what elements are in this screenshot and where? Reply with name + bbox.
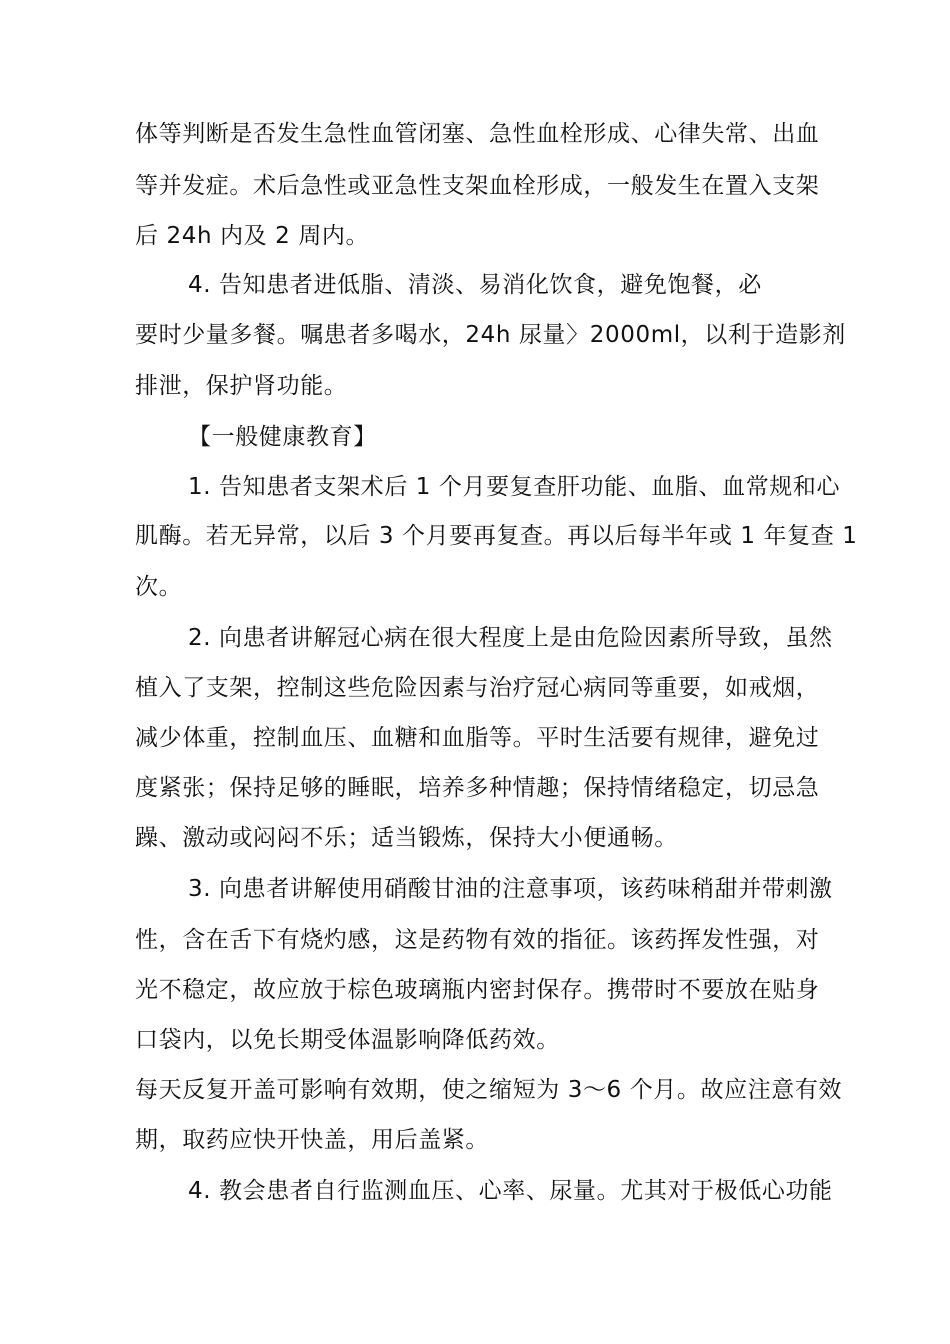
text-line: 每天反复开盖可影响有效期，使之缩短为 3～6 个月。故应注意有效 <box>135 1077 843 1103</box>
paragraph-start-line: 4. 告知患者进低脂、清淡、易消化饮食，避免饱餐，必 <box>188 272 762 298</box>
section-heading: 【一般健康教育】 <box>188 424 377 450</box>
text-line: 度紧张；保持足够的睡眠，培养多种情趣；保持情绪稳定，切忌急 <box>135 775 820 801</box>
text-line: 等并发症。术后急性或亚急性支架血栓形成，一般发生在置入支架 <box>135 173 820 199</box>
text-line: 体等判断是否发生急性血管闭塞、急性血栓形成、心律失常、出血 <box>135 121 820 147</box>
text-line: 肌酶。若无异常，以后 3 个月要再复查。再以后每半年或 1 年复查 1 <box>135 523 858 549</box>
paragraph-start-line: 2. 向患者讲解冠心病在很大程度上是由危险因素所导致，虽然 <box>188 625 833 651</box>
text-line: 期，取药应快开快盖，用后盖紧。 <box>135 1127 489 1153</box>
text-line: 植入了支架，控制这些危险因素与治疗冠心病同等重要，如戒烟， <box>135 675 820 701</box>
paragraph-start-line: 3. 向患者讲解使用硝酸甘油的注意事项，该药味稍甜并带刺激 <box>188 876 833 902</box>
text-line: 次。 <box>135 574 183 600</box>
text-line: 光不稳定，故应放于棕色玻璃瓶内密封保存。携带时不要放在贴身 <box>135 977 820 1003</box>
text-line: 要时少量多餐。嘱患者多喝水，24h 尿量〉2000ml，以利于造影剂 <box>135 322 846 348</box>
paragraph-start-line: 1. 告知患者支架术后 1 个月要复查肝功能、血脂、血常规和心 <box>188 474 841 500</box>
text-line: 口袋内，以免长期受体温影响降低药效。 <box>135 1027 560 1053</box>
paragraph-start-line: 4. 教会患者自行监测血压、心率、尿量。尤其对于极低心功能 <box>188 1178 833 1204</box>
text-line: 躁、激动或闷闷不乐；适当锻炼，保持大小便通畅。 <box>135 825 678 851</box>
text-line: 性，含在舌下有烧灼感，这是药物有效的指征。该药挥发性强，对 <box>135 927 820 953</box>
text-line: 排泄，保护肾功能。 <box>135 373 348 399</box>
text-line: 后 24h 内及 2 周内。 <box>135 223 370 249</box>
text-line: 减少体重，控制血压、血糖和血脂等。平时生活要有规律，避免过 <box>135 725 820 751</box>
